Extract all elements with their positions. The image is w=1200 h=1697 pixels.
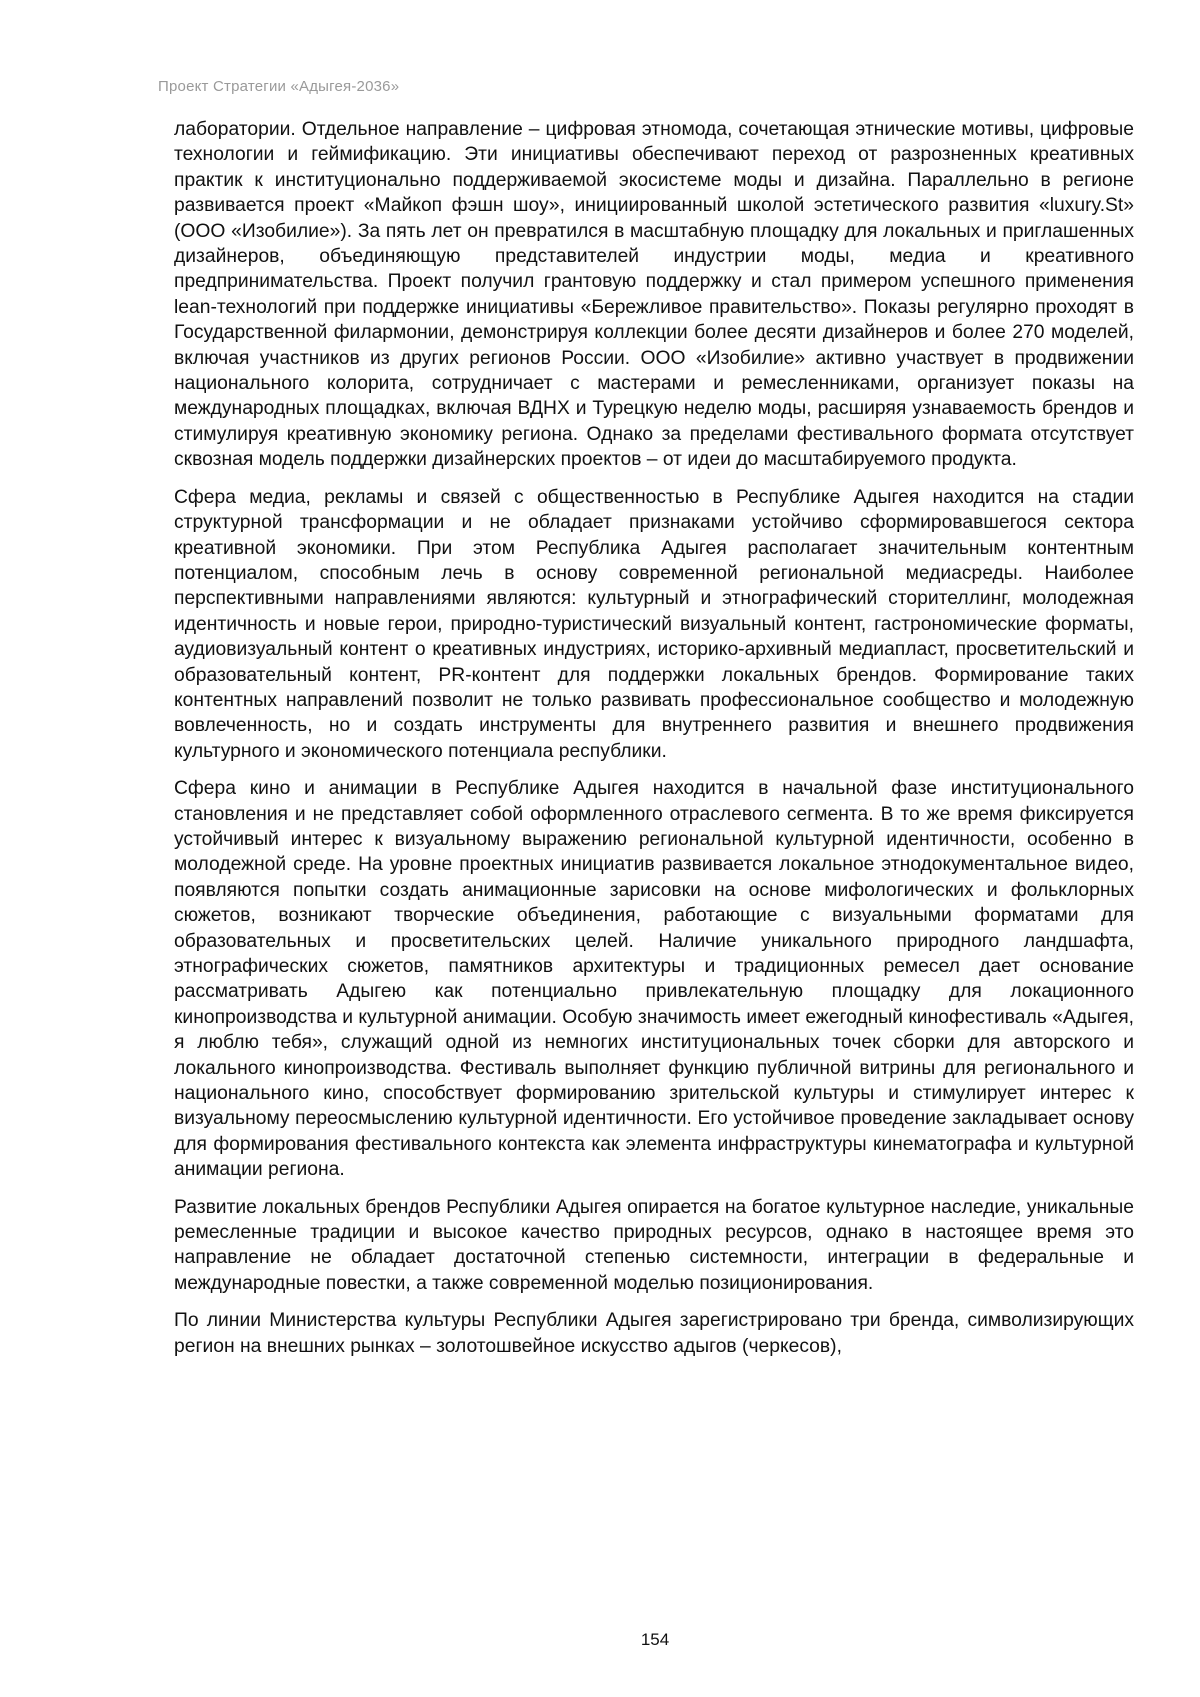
paragraph-local-brands: Развитие локальных брендов Республики Адыгея опирается на богатое культурное наследие, уникальные ремесленные традиции и высокое качество природных ресурсов, однако в настоящее время это направление не обладает достаточной степенью системности, интеграции в федеральные и международные повестки, а также современной моделью позиционирования. bbox=[174, 1196, 1134, 1294]
paragraph-media: Сфера медиа, рекламы и связей с общественностью в Республике Адыгея находится на стадии структурной трансформации и не обладает признаками устойчиво сформировавшегося сектора креативной экономики. При этом Республика Адыгея располагает значительным контентным потенциалом, способным лечь в основу современной региональной медиасреды. Наиболее перспективными направлениями являются: культурный и этнографический сторителлинг, молодежная идентичность и новые герои, природно-туристический визуальный контент, гастрономические форматы, аудиовизуальный контент о креативных индустриях, историко-архивный медиапласт, просветительский и образовательный контент, PR-контент для поддержки локальных брендов. Формирование таких контентных направлений позволит не только развивать профессиональное сообщество и молодежную вовлеченность, но и создать инструменты для внутреннего развития и внешнего продвижения культурного и экономического потенциала республики. bbox=[174, 486, 1134, 762]
running-header: Проект Стратегии «Адыгея-2036» bbox=[158, 78, 400, 95]
paragraph-ministry-brands: По линии Министерства культуры Республики Адыгея зарегистрировано три бренда, символизирующих регион на внешних рынках – золотошвейное искусство адыгов (черкесов), bbox=[174, 1310, 1134, 1357]
page-number: 154 bbox=[640, 1630, 670, 1649]
paragraph-cinema: Сфера кино и анимации в Республике Адыгея находится в начальной фазе институционального становления и не представляет собой оформленного отраслевого сегмента. В то же время фиксируется устойчивый интерес к визуальному выражению региональной культурной идентичности, особенно в молодежной среде. На уровне проектных инициатив развивается локальное этнодокументальное видео, появляются попытки создать анимационные зарисовки на основе мифологических и фольклорных сюжетов, возникают творческие объединения, работающие с визуальными форматами для образовательных и просветительских целей. Наличие уникального природного ландшафта, этнографических сюжетов, памятников архитектуры и традиционных ремесел дает основание рассматривать Адыгею как потенциально привлекательную площадку для локационного кинопроизводства и культурной анимации. Особую значимость имеет ежегодный кинофестиваль «Адыгея, я люблю тебя», служащий одной из немногих институциональных точек сборки для авторского и локального кинопроизводства. Фестиваль выполняет функцию публичной витрины для регионального и национального кино, способствует формированию зрительской культуры и стимулирует интерес к визуальному переосмыслению культурной идентичности. Его устойчивое проведение закладывает основу для формирования фестивального контекста как элемента инфраструктуры кинематографа и культурной анимации региона. bbox=[174, 778, 1134, 1181]
body-text bbox=[174, 117, 1134, 1371]
paragraph-fashion: лаборатории. Отдельное направление – цифровая этномода, сочетающая этнические мотивы, цифровые технологии и геймификацию. Эти инициативы обеспечивают переход от разрозненных креативных практик к институционально поддерживаемой экосистеме моды и дизайна. Параллельно в регионе развивается проект «Майкоп фэшн шоу», инициированный школой эстетического развития «luxury.St» (ООО «Изобилие»). За пять лет он превратился в масштабную площадку для локальных и приглашенных дизайнеров, объединяющую представителей индустрии моды, медиа и креативного предпринимательства. Проект получил грантовую поддержку и стал примером успешного применения lean-технологий при поддержке инициативы «Бережливое правительство». Показы регулярно проходят в Государственной филармонии, демонстрируя коллекции более десяти дизайнеров и более 270 моделей, включая участников из других регионов России. ООО «Изобилие» активно участвует в продвижении национального колорита, сотрудничает с мастерами и ремесленниками, организует показы на международных площадках, включая ВДНХ и Турецкую неделю моды, расширяя узнаваемость брендов и стимулируя креативную экономику региона. Однако за пределами фестивального формата отсутствует сквозная модель поддержки дизайнерских проектов – от идеи до масштабируемого продукта. bbox=[174, 119, 1134, 471]
